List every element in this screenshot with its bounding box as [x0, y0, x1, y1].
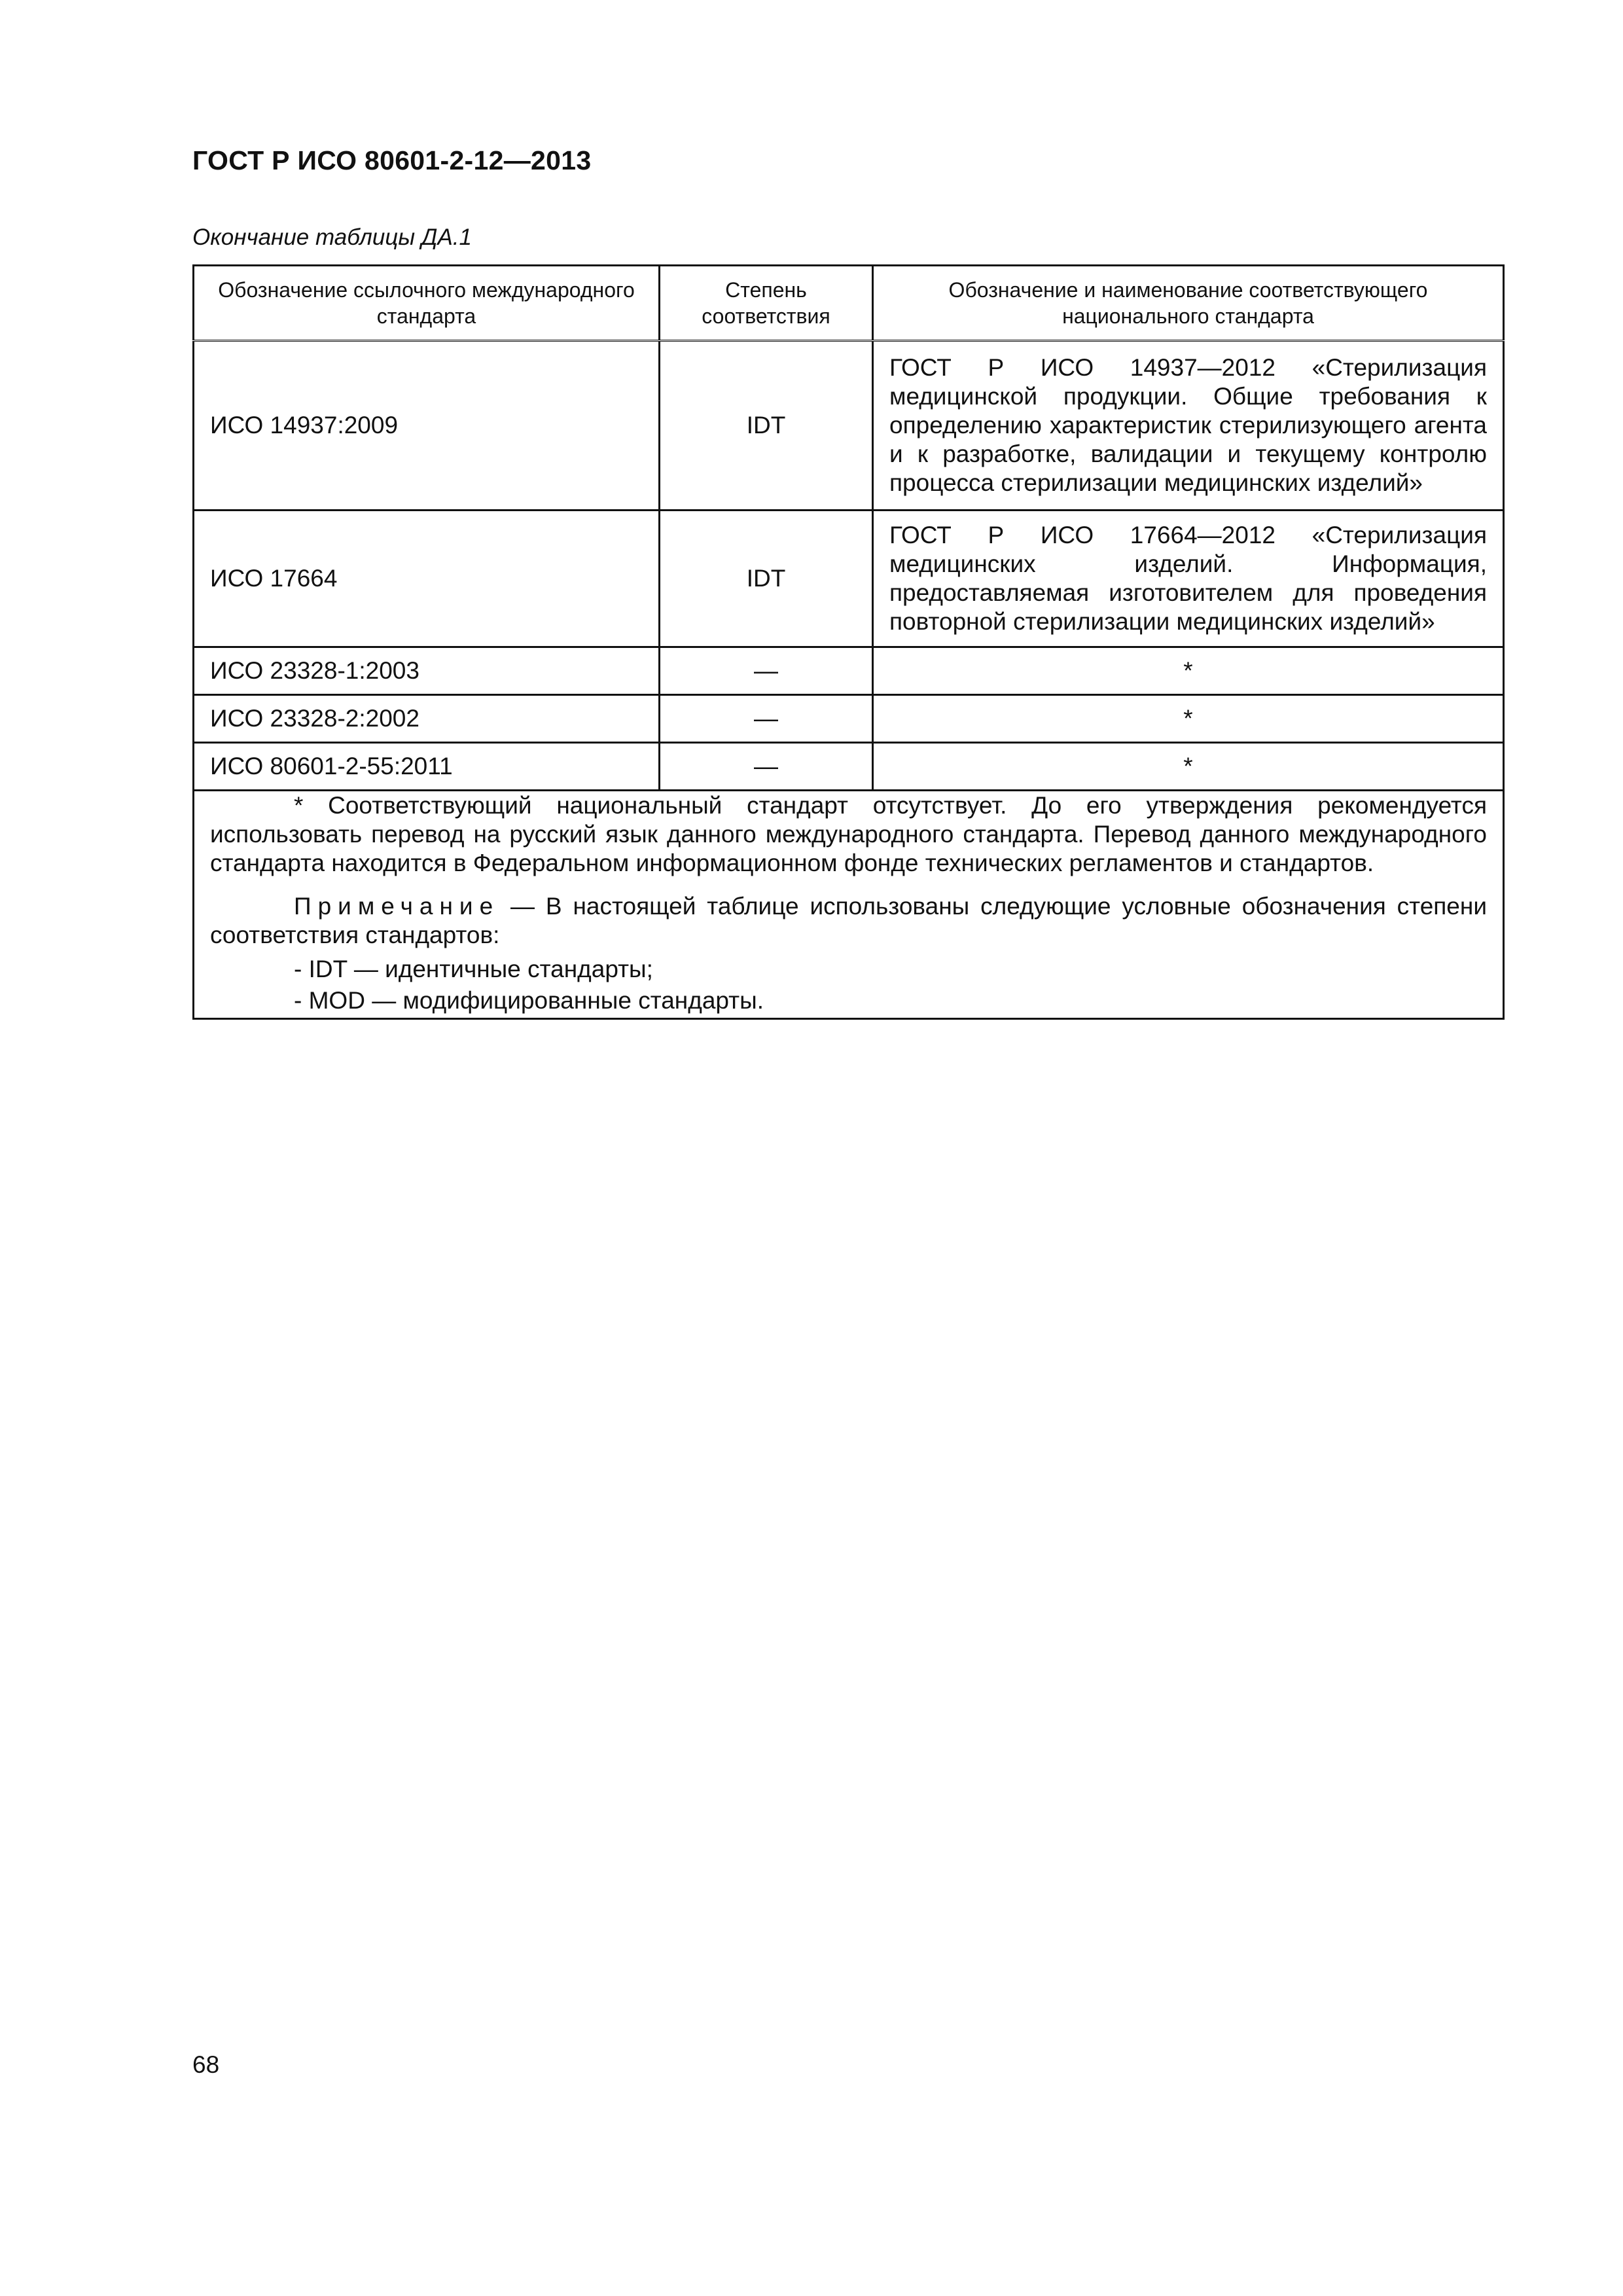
cell-ref: ИСО 23328-1:2003: [194, 647, 660, 695]
cell-degree: —: [660, 743, 873, 791]
footnote-row: [194, 791, 1504, 1019]
legend-item-idt: - IDT — идентичные стандарты;: [294, 956, 653, 982]
cell-national: ГОСТ Р ИСО 14937—2012 «Стерилизация медицинской продукции. Общие требования к определению характеристик стерилизующего агента и к разработке, валидации и текущему контролю процесса стерилизации медицинских изделий»: [873, 341, 1504, 511]
table-header-row: [194, 266, 1504, 341]
cell-national: *: [873, 647, 1504, 695]
cell-ref: ИСО 80601-2-55:2011: [194, 743, 660, 791]
cell-degree: —: [660, 695, 873, 743]
legend-item-mod: - MOD — модифицированные стандарты.: [294, 987, 764, 1014]
cell-national: *: [873, 743, 1504, 791]
column-header-degree: Степень соответствия: [660, 266, 873, 341]
table-row: [194, 647, 1504, 695]
cell-national: ГОСТ Р ИСО 17664—2012 «Стерилизация медицинских изделий. Информация, предоставляемая изготовителем для проведения повторной стерилизации медицинских изделий»: [873, 511, 1504, 647]
cell-ref: ИСО 23328-2:2002: [194, 695, 660, 743]
cell-degree: IDT: [660, 341, 873, 511]
correspondence-table: [192, 264, 1505, 1020]
cell-degree: IDT: [660, 511, 873, 647]
cell-ref: ИСО 17664: [194, 511, 660, 647]
document-header: ГОСТ Р ИСО 80601-2-12—2013: [192, 145, 592, 175]
table-row: [194, 743, 1504, 791]
table-row: [194, 511, 1504, 647]
column-header-ref: Обозначение ссылочного международного стандарта: [194, 266, 660, 341]
cell-ref: ИСО 14937:2009: [194, 341, 660, 511]
note-paragraph: [210, 892, 1487, 950]
table-row: [194, 695, 1504, 743]
table-row: [194, 341, 1504, 511]
column-header-national: Обозначение и наименование соответствующего национального стандарта: [873, 266, 1504, 341]
footnote-text: * Соответствующий национальный стандарт отсутствует. До его утверждения рекомендуется использовать перевод на русский язык данного международного стандарта. Перевод данного международного стандарта находится в Федеральном информационном фонде технических регламентов и стандартов.: [210, 792, 1487, 876]
table-caption: Окончание таблицы ДА.1: [192, 224, 472, 250]
note-text: — В настоящей таблице использованы следующие условные обозначения степени соответствия стандартов:: [210, 893, 1487, 948]
cell-degree: —: [660, 647, 873, 695]
note-label: Примечание: [294, 893, 500, 920]
page-number: 68: [192, 2051, 220, 2078]
footnote-cell: [194, 791, 1504, 1019]
cell-national: *: [873, 695, 1504, 743]
